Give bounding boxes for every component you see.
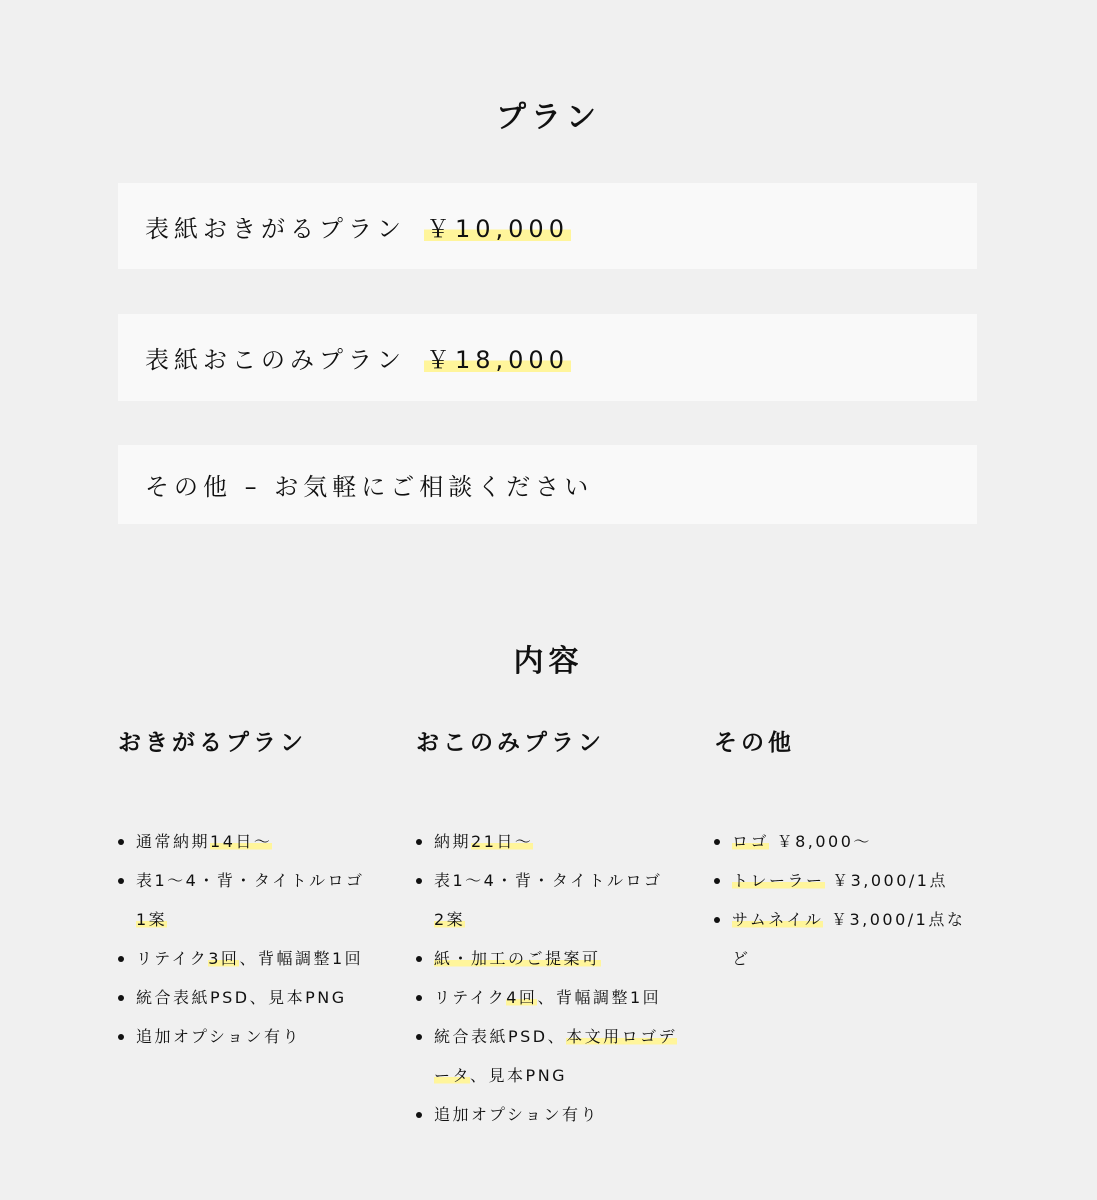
feature-item bbox=[416, 861, 682, 939]
feature-list bbox=[714, 822, 994, 978]
highlighted-text: ロゴ bbox=[732, 832, 770, 851]
feature-item bbox=[118, 861, 384, 939]
highlighted-text: 本文用ロゴデータ bbox=[434, 1027, 678, 1085]
highlighted-text: 14日〜 bbox=[210, 832, 273, 851]
highlighted-text: 4回 bbox=[506, 988, 538, 1007]
feature-text: ￥3,000/1点など bbox=[732, 910, 966, 968]
plan-name: その他 – お気軽にご相談ください bbox=[145, 473, 594, 501]
feature-item bbox=[714, 822, 980, 861]
feature-text: 追加オプション有り bbox=[136, 1027, 302, 1046]
column-heading: おこのみプラン bbox=[416, 730, 605, 756]
feature-item bbox=[118, 1017, 384, 1056]
feature-list bbox=[118, 822, 398, 1056]
feature-text: 統合表紙PSD、 bbox=[434, 1027, 567, 1046]
feature-text: リテイク bbox=[136, 949, 209, 968]
bullet-icon bbox=[416, 878, 422, 884]
bullet-icon bbox=[714, 878, 720, 884]
plan-name: 表紙おこのみプラン bbox=[145, 346, 406, 374]
feature-text: 表1〜4・背・タイトルロゴ bbox=[434, 871, 682, 890]
highlighted-text: 3回 bbox=[208, 949, 240, 968]
feature-item bbox=[416, 1095, 682, 1134]
bullet-icon bbox=[714, 917, 720, 923]
content-column-okonomi bbox=[416, 726, 696, 1134]
feature-item bbox=[416, 822, 682, 861]
plan-box-other bbox=[118, 445, 977, 524]
content-column-okigaru bbox=[118, 726, 398, 1056]
bullet-icon bbox=[416, 995, 422, 1001]
feature-item bbox=[118, 939, 384, 978]
feature-text: 、背幅調整1回 bbox=[537, 988, 662, 1007]
bullet-icon bbox=[416, 839, 422, 845]
bullet-icon bbox=[416, 956, 422, 962]
feature-text: 追加オプション有り bbox=[434, 1105, 600, 1124]
bullet-icon bbox=[416, 1034, 422, 1040]
highlighted-text: 2案 bbox=[434, 910, 466, 929]
plan-box-okigaru bbox=[118, 183, 977, 269]
plan-section-title: プラン bbox=[496, 100, 601, 135]
content-section-title: 内容 bbox=[513, 644, 584, 679]
highlighted-text: 21日〜 bbox=[471, 832, 534, 851]
feature-text: 、見本PNG bbox=[470, 1066, 568, 1085]
feature-text: ￥3,000/1点 bbox=[824, 871, 948, 890]
content-column-other bbox=[714, 726, 994, 978]
column-heading: おきがるプラン bbox=[118, 730, 307, 756]
feature-text: 、背幅調整1回 bbox=[239, 949, 364, 968]
feature-item bbox=[118, 978, 384, 1017]
feature-text: 統合表紙PSD、見本PNG bbox=[136, 988, 347, 1007]
feature-item bbox=[416, 1017, 682, 1095]
bullet-icon bbox=[118, 995, 124, 1001]
bullet-icon bbox=[118, 1034, 124, 1040]
feature-text: ￥8,000〜 bbox=[769, 832, 872, 851]
highlighted-text: 紙・加工のご提案可 bbox=[434, 949, 601, 968]
feature-item bbox=[714, 861, 980, 900]
feature-text: 通常納期 bbox=[136, 832, 211, 851]
bullet-icon bbox=[416, 1112, 422, 1118]
highlighted-text: トレーラー bbox=[732, 871, 825, 890]
feature-item bbox=[416, 939, 682, 978]
feature-item bbox=[118, 822, 384, 861]
highlighted-text: サムネイル bbox=[732, 910, 824, 929]
bullet-icon bbox=[118, 956, 124, 962]
feature-text: 納期 bbox=[434, 832, 472, 851]
highlighted-text: 1案 bbox=[136, 910, 168, 929]
bullet-icon bbox=[118, 839, 124, 845]
feature-item bbox=[416, 978, 682, 1017]
feature-text: リテイク bbox=[434, 988, 507, 1007]
plan-name: 表紙おきがるプラン bbox=[145, 214, 406, 243]
plan-price: ￥10,000 bbox=[424, 209, 571, 244]
column-heading: その他 bbox=[714, 730, 795, 756]
plan-box-okonomi bbox=[118, 314, 977, 401]
feature-text: 表1〜4・背・タイトルロゴ bbox=[136, 871, 384, 890]
plan-price: ￥18,000 bbox=[424, 340, 571, 375]
feature-list bbox=[416, 822, 696, 1134]
bullet-icon bbox=[714, 839, 720, 845]
feature-item bbox=[714, 900, 980, 978]
bullet-icon bbox=[118, 878, 124, 884]
